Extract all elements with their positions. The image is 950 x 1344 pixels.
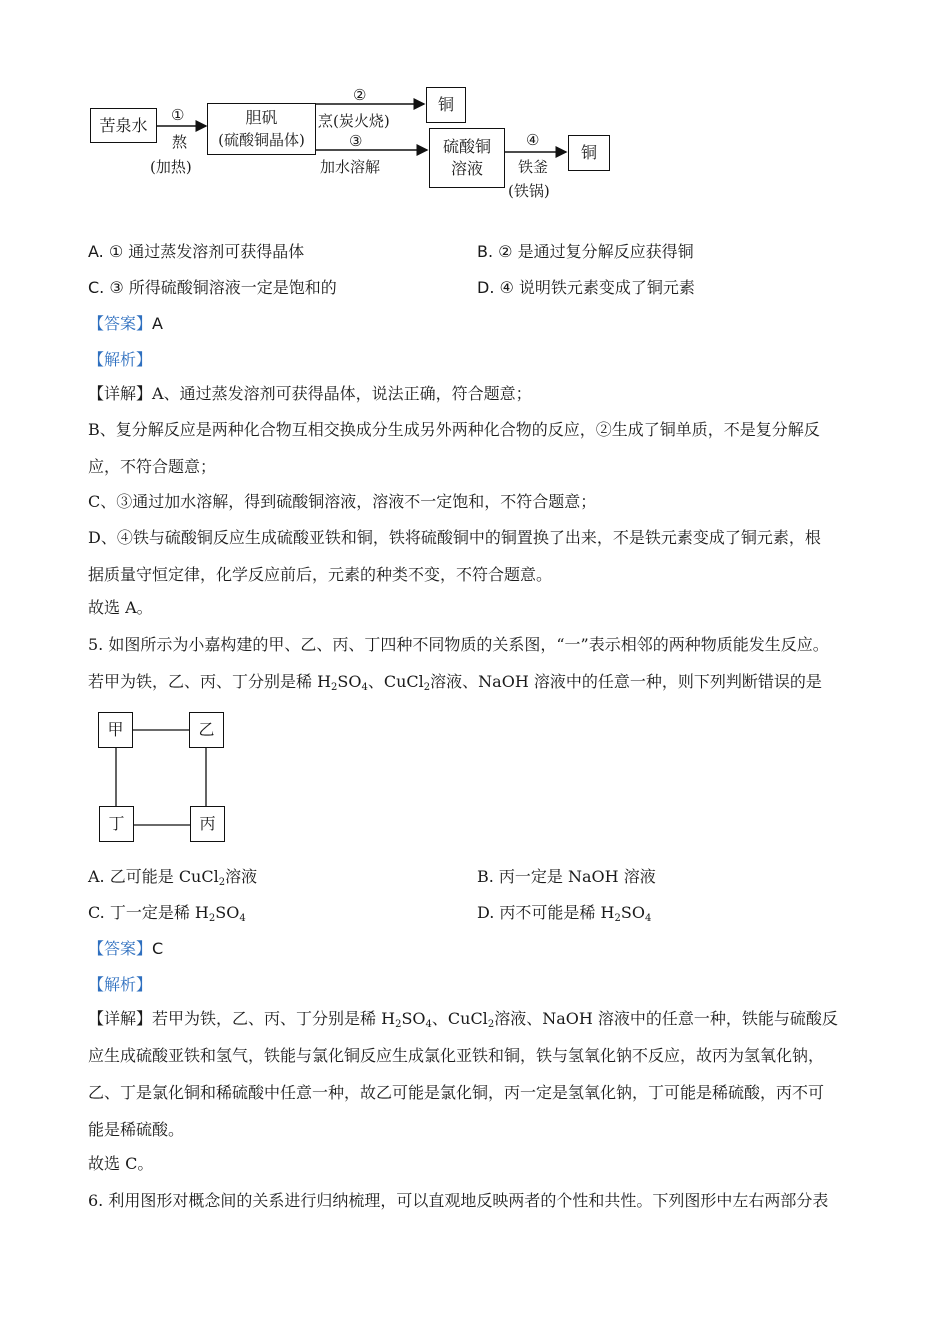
q5-detail-sub2: 2 — [395, 1019, 402, 1030]
q5-stem-2a: 若甲为铁，乙、丙、丁分别是稀 H — [88, 672, 332, 691]
step3-number: ③ — [349, 132, 363, 150]
box-ding-text: 丁 — [108, 814, 125, 833]
q5-option-d-text: D. 丙不可能是稀 H — [477, 903, 615, 922]
q5-stem-2d: 溶液、NaOH 溶液中的任意一种，则下列判断错误的是 — [430, 672, 822, 691]
q5-stem-sub2b: 2 — [423, 682, 431, 693]
box-danfan-line2: (硫酸铜晶体) — [218, 131, 305, 149]
step3-label: 加水溶解 — [320, 158, 381, 176]
step1-label: 熬 — [172, 133, 188, 151]
q4-conclusion: 故选 A。 — [88, 598, 153, 617]
step1-number: ① — [171, 106, 185, 124]
step4-number: ④ — [526, 131, 540, 149]
q5-stem-line-1: 5. 如图所示为小嘉构建的甲、乙、丙、丁四种不同物质的关系图，“一”表示相邻的两种物质能发生反应。 — [88, 635, 829, 654]
q5-detail-1b: SO — [401, 1009, 426, 1028]
q5-detail-line-4: 能是稀硫酸。 — [88, 1120, 185, 1139]
q5-detail-1d: 溶液、NaOH 溶液中的任意一种，铁能与硫酸反 — [494, 1009, 838, 1028]
q4-detail-line-4: C、③通过加水溶解，得到硫酸铜溶液，溶液不一定饱和，不符合题意； — [88, 492, 597, 511]
q5-stem-sub4: 4 — [361, 682, 368, 693]
q5-option-c — [88, 903, 246, 929]
q5-detail-1a: 若甲为铁，乙、丙、丁分别是稀 H — [152, 1009, 396, 1028]
q4-option-d: D. ④ 说明铁元素变成了铜元素 — [477, 278, 695, 297]
q5-option-a-tail: 溶液 — [225, 867, 258, 886]
q5-detail-tag: 【详解】 — [88, 1009, 153, 1028]
box-bing — [190, 806, 225, 842]
box-ding — [99, 806, 134, 842]
q5-stem-2b: SO — [337, 672, 362, 691]
q5-option-d — [477, 903, 651, 929]
q4-detail-line-5: D、④铁与硫酸铜反应生成硫酸亚铁和铜，铁将硫酸铜中的铜置换了出来，不是铁元素变成了铜元素，根 — [88, 528, 821, 547]
q4-detail-line-3: 应，不符合题意； — [88, 457, 217, 476]
q6-stem-line-1: 6. 利用图形对概念间的关系进行归纳梳理，可以直观地反映两者的个性和共性。下列图形中左右两部分表 — [88, 1191, 829, 1210]
q5-option-b: B. 丙一定是 NaOH 溶液 — [477, 867, 656, 886]
box-yi — [189, 712, 224, 748]
q5-option-d-sub2: 2 — [614, 913, 621, 924]
q5-detail-line-1 — [88, 1009, 838, 1035]
q5-conclusion: 故选 C。 — [88, 1154, 154, 1173]
q4-detail-line-6: 据质量守恒定律，化学反应前后，元素的种类不变，不符合题意。 — [88, 565, 553, 584]
q5-answer-value: C — [152, 939, 164, 958]
step1-note: (加热) — [150, 158, 192, 176]
q5-option-d-so: SO — [620, 903, 645, 922]
q5-option-d-sub4: 4 — [644, 913, 652, 924]
box-cuso4-line2: 溶液 — [450, 159, 483, 178]
box-copper-top-text: 铜 — [437, 95, 454, 114]
q4-answer-tag: 【答案】 — [88, 314, 153, 333]
q5-stem-2c: 、CuCl — [367, 672, 424, 691]
q4-detail-text-1: A、通过蒸发溶剂可获得晶体，说法正确，符合题意； — [152, 384, 532, 403]
step4-label: 铁釜 — [518, 158, 549, 176]
q5-option-a — [88, 867, 257, 893]
q4-analysis-tag: 【解析】 — [88, 350, 153, 369]
q4-answer-value: A — [152, 314, 163, 333]
step4-note: (铁锅) — [508, 182, 550, 200]
q5-option-c-text: C. 丁一定是稀 H — [88, 903, 209, 922]
box-bing-text: 丙 — [199, 814, 216, 833]
q5-stem-sub2: 2 — [331, 682, 338, 693]
box-cuso4-line1: 硫酸铜 — [442, 137, 491, 156]
q5-option-a-sub: 2 — [218, 877, 226, 888]
q5-detail-line-3: 乙、丁是氯化铜和稀硫酸中任意一种，故乙可能是氯化铜，丙一定是氢氧化钠，丁可能是稀硫酸，丙不可 — [88, 1083, 825, 1102]
box-jia — [98, 712, 133, 748]
q4-option-a: A. ① 通过蒸发溶剂可获得晶体 — [88, 242, 305, 261]
q4-detail-line-2: B、复分解反应是两种化合物互相交换成分生成另外两种化合物的反应，②生成了铜单质，不是复分解反 — [88, 420, 820, 439]
q5-detail-sub2b: 2 — [487, 1019, 495, 1030]
q5-option-c-sub2: 2 — [208, 913, 216, 924]
q5-answer-tag: 【答案】 — [88, 939, 153, 958]
q5-option-c-so: SO — [215, 903, 240, 922]
q5-analysis-tag: 【解析】 — [88, 975, 153, 994]
q4-detail-tag: 【详解】 — [88, 384, 153, 403]
q5-answer — [88, 939, 163, 959]
q5-option-c-sub4: 4 — [239, 913, 246, 924]
step2-number: ② — [353, 86, 367, 104]
q5-detail-line-2: 应生成硫酸亚铁和氢气，铁能与氯化铜反应生成氯化亚铁和铜，铁与氢氧化钠不反应，故丙为氢氧化钠， — [88, 1046, 825, 1065]
q4-option-b: B. ② 是通过复分解反应获得铜 — [477, 242, 694, 261]
step2-label: 烹(炭火烧) — [318, 112, 390, 130]
box-yi-text: 乙 — [198, 720, 215, 739]
box-jia-text: 甲 — [107, 720, 124, 739]
q4-option-c: C. ③ 所得硫酸铜溶液一定是饱和的 — [88, 278, 337, 297]
box-danfan-line1: 胆矾 — [245, 108, 278, 127]
q5-detail-sub4: 4 — [425, 1019, 432, 1030]
box-copper-right-text: 铜 — [580, 143, 597, 162]
q5-detail-1c: 、CuCl — [431, 1009, 488, 1028]
q5-option-a-text: A. 乙可能是 CuCl — [88, 867, 219, 886]
box-kuquanshui-text: 苦泉水 — [99, 115, 148, 135]
